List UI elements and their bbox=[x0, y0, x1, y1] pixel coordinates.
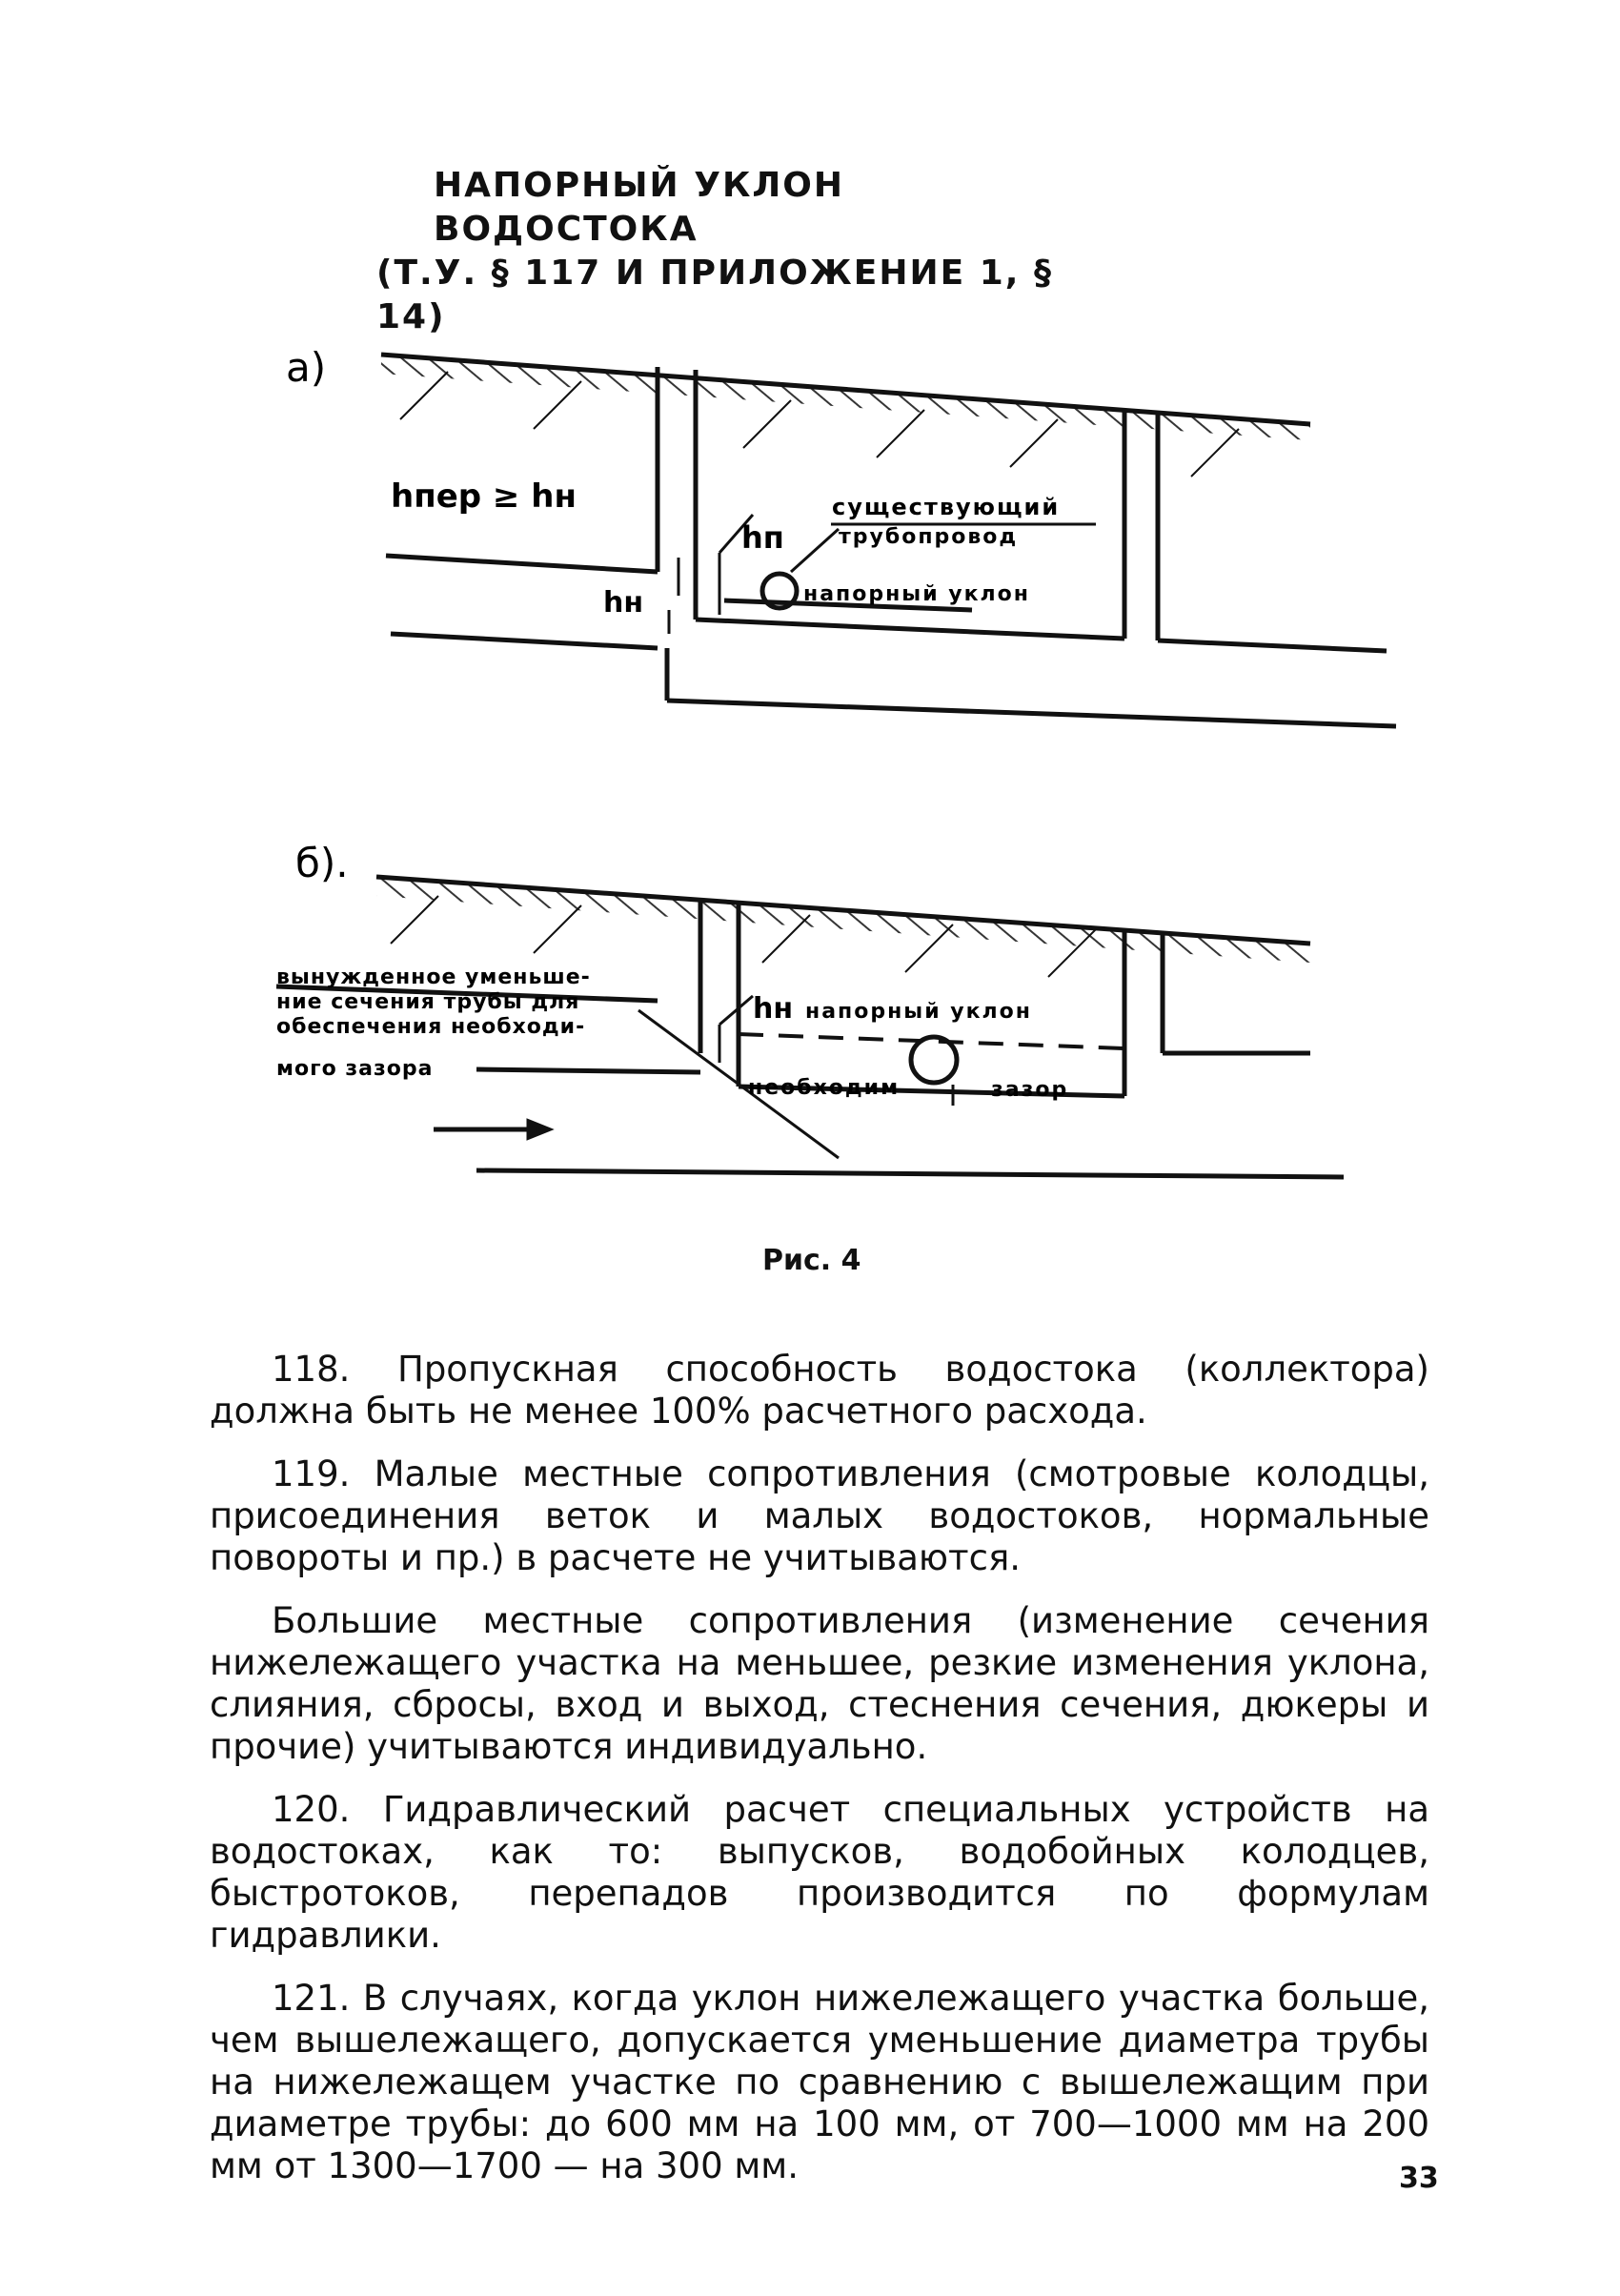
panel-a-hn-label: hп bbox=[741, 519, 784, 556]
panel-a-label: а) bbox=[286, 344, 327, 391]
panel-b-pipe bbox=[911, 1037, 957, 1083]
panel-a-existing-line2: трубопровод bbox=[839, 525, 1019, 549]
panel-a-existing-line1: существующий bbox=[832, 494, 1061, 520]
panel-a-ground bbox=[381, 355, 1310, 477]
panel-a-slope-label: напорный уклон bbox=[803, 582, 1030, 606]
panel-a-pipes bbox=[386, 556, 1396, 726]
panel-a-dimensions bbox=[669, 515, 753, 634]
paragraph-118: 118. Пропускная способность водостока (коллектора) должна быть не менее 100% расчетного расхода. bbox=[210, 1349, 1429, 1432]
panel-a-hh-label: hн bbox=[603, 586, 644, 620]
panel-b-note-line4: мого зазора bbox=[276, 1057, 434, 1081]
panel-a-h-relation: hпер ≥ hн bbox=[391, 477, 577, 516]
figure-title-line2: (Т.У. § 117 И ПРИЛОЖЕНИЕ 1, § 14) bbox=[376, 254, 1053, 336]
panel-b-hh-label: hн bbox=[753, 992, 794, 1026]
panel-b-label: б). bbox=[295, 840, 349, 886]
body-text bbox=[210, 1349, 1429, 2208]
panel-b-slope-label: напорный уклон bbox=[805, 1000, 1032, 1024]
panel-b-gap-label-1: необходим bbox=[748, 1076, 901, 1100]
figure-caption: Рис. 4 bbox=[762, 1244, 861, 1277]
paragraph-119-cont: Большие местные сопротивления (изменение сечения нижележащего участка на меньшее, резкие изменения уклона, слияния, сбросы, вход и выход, стеснения сечения, дюкеры и прочие) учитываются индивидуально. bbox=[210, 1600, 1429, 1767]
panel-b-gap-label-2: зазор bbox=[991, 1078, 1069, 1102]
paragraph-120: 120. Гидравлический расчет специальных устройств на водостоках, как то: выпусков, водобойных колодцев, быстротоков, перепадов производится по формулам гидравлики. bbox=[210, 1789, 1429, 1956]
paragraph-121: 121. В случаях, когда уклон нижележащего участка больше, чем вышележащего, допускается уменьшение диаметра трубы на нижележащем участке по сравнению с вышележащим при диаметре трубы: до 600 мм на 100 мм, от 700—1000 мм на 200 мм от 1300—1700 — на 300 мм. bbox=[210, 1978, 1429, 2186]
panel-b-note-line2: ние сечения трубы для bbox=[276, 990, 580, 1014]
paragraph-119: 119. Малые местные сопротивления (смотровые колодцы, присоединения веток и малых водостоков, нормальные повороты и пр.) в расчете не учитываются. bbox=[210, 1453, 1429, 1578]
page-number: 33 bbox=[1399, 2162, 1439, 2195]
figure-title-line1: НАПОРНЫЙ УКЛОН ВОДОСТОКА bbox=[434, 166, 845, 249]
panel-b-note-line1: вынужденное уменьше- bbox=[276, 965, 591, 989]
panel-b-note-line3: обеспечения необходи- bbox=[276, 1015, 586, 1039]
panel-b-ground bbox=[376, 877, 1310, 977]
